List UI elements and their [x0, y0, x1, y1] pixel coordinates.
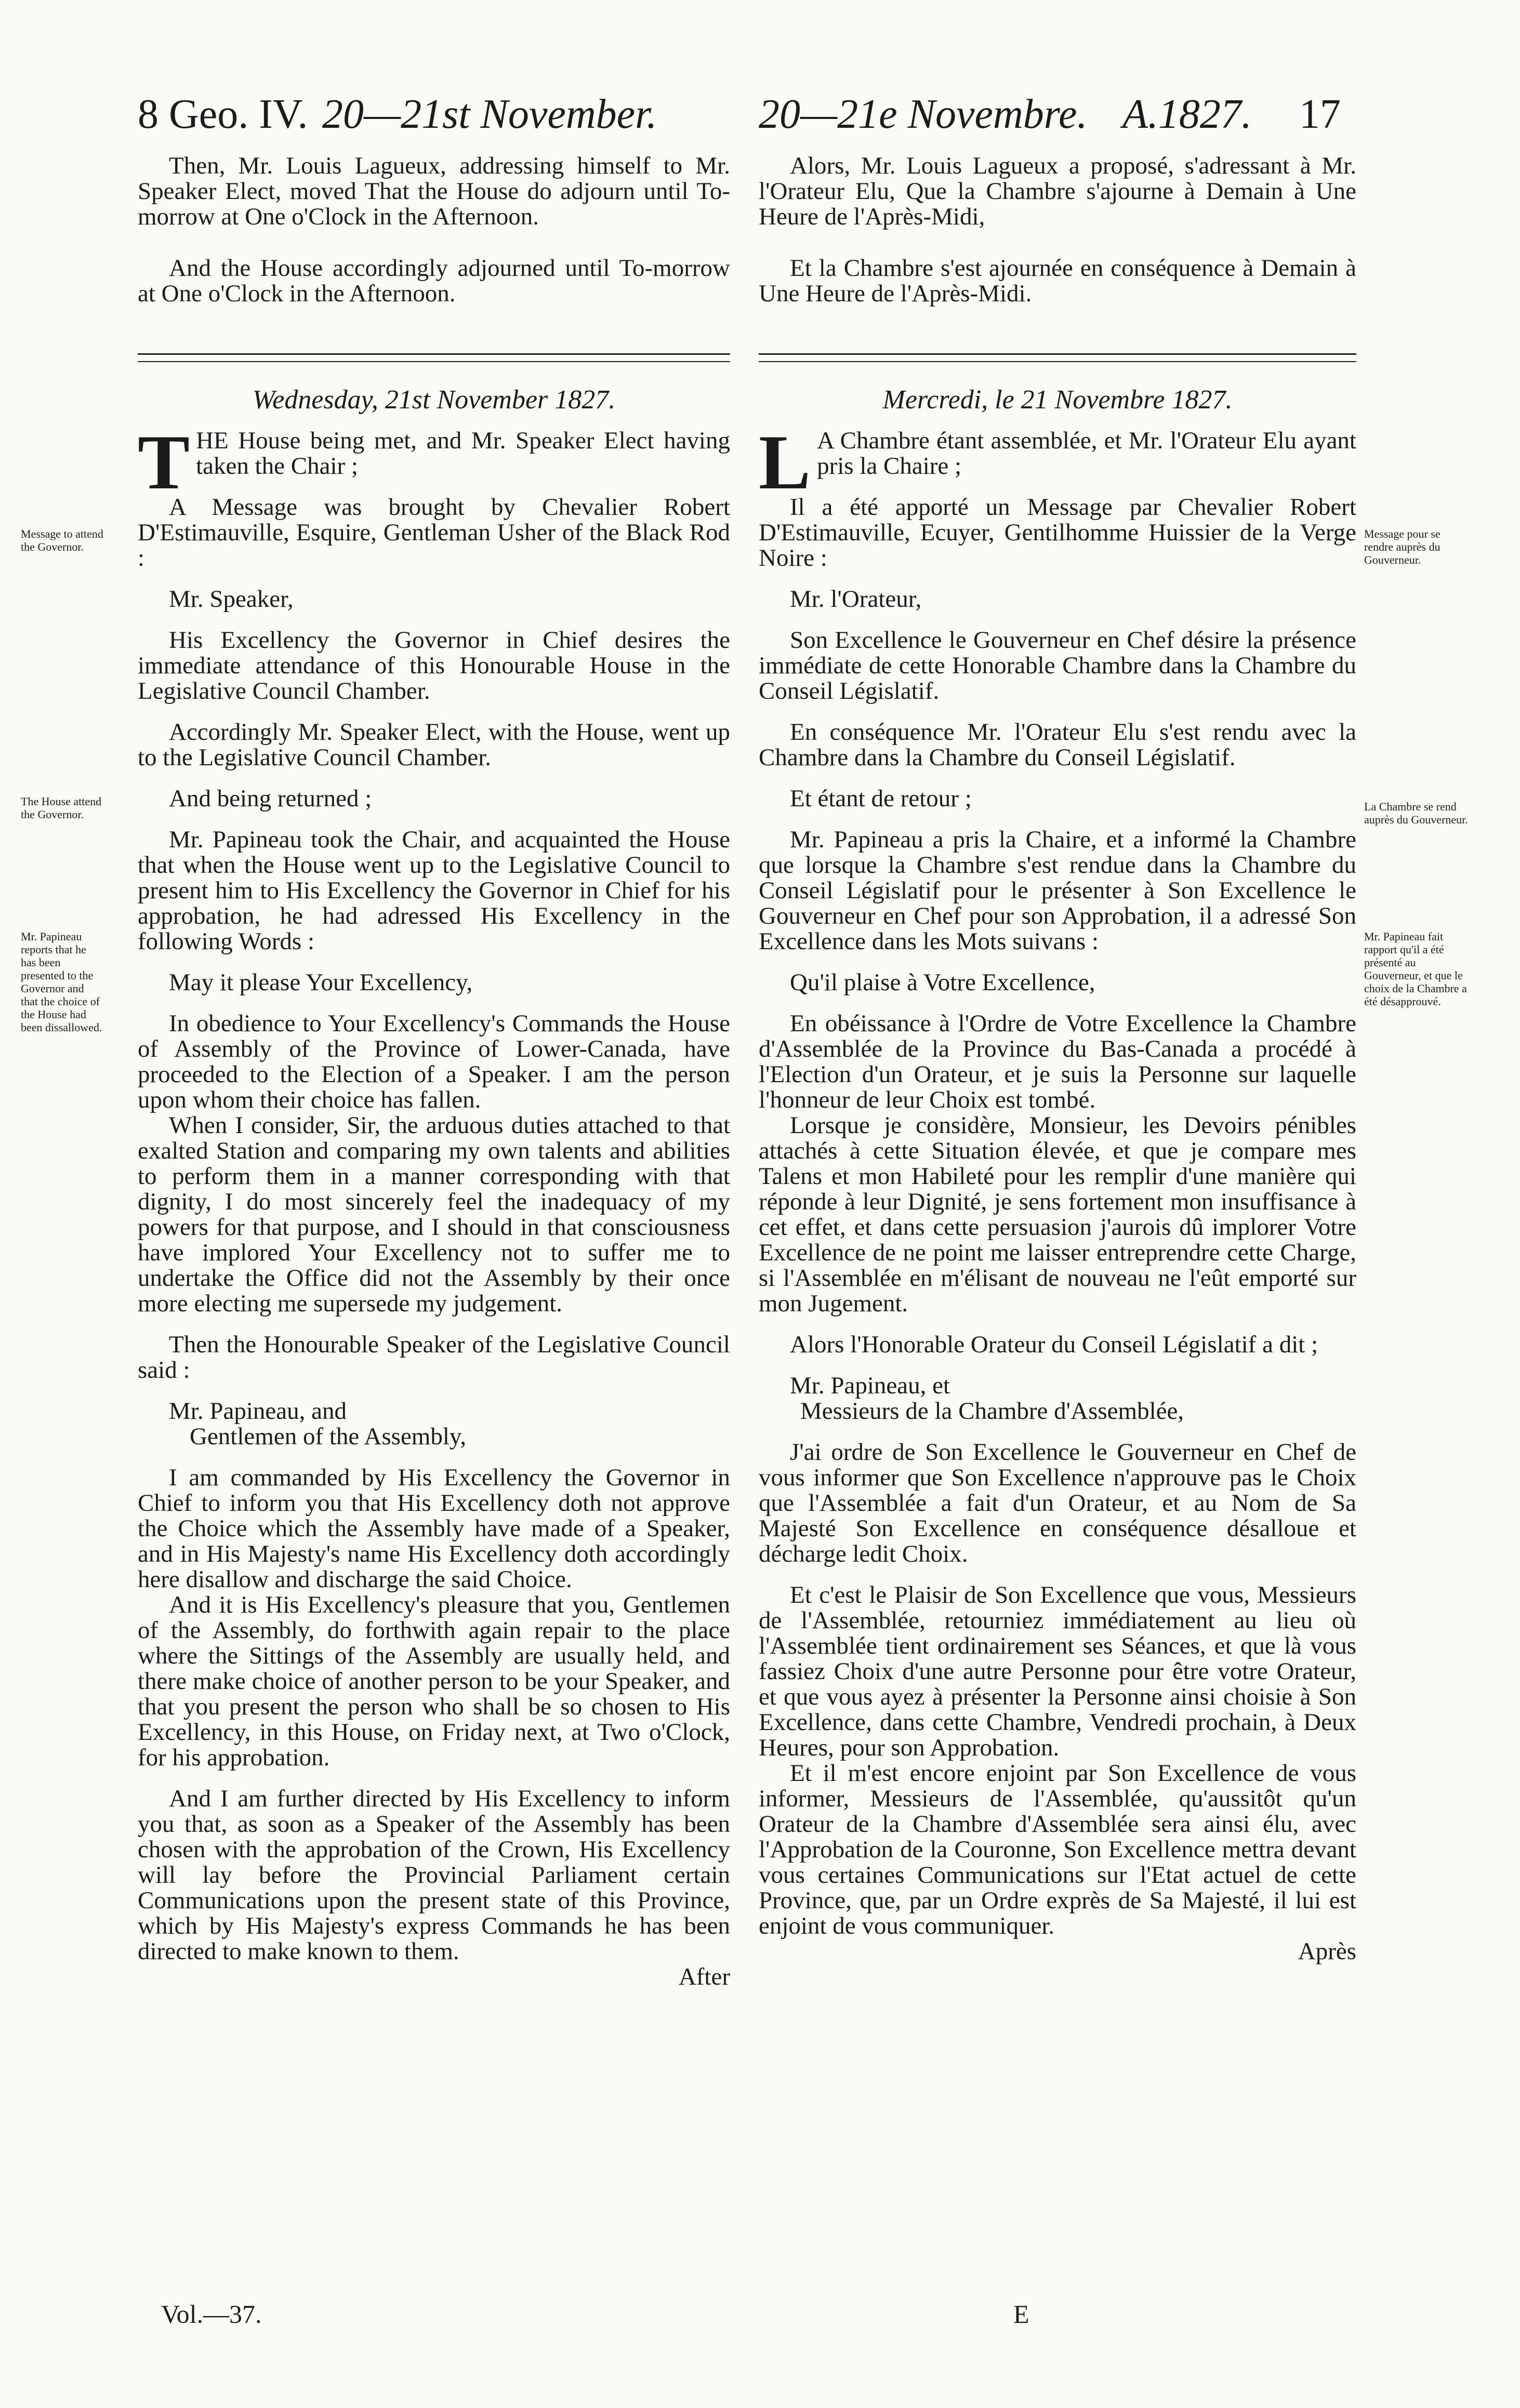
address1-fr: Mr. Papineau, et [790, 1372, 950, 1399]
margin-note-message-en: Message to attend the Governor. [21, 527, 103, 553]
address1-en: Mr. Papineau, and [169, 1398, 347, 1425]
opening-fr: L A Chambre étant assemblée, et Mr. l'Orateur Elu ayant pris la Chaire ; [759, 419, 1356, 505]
accordingly-fr: En conséquence Mr. l'Orateur Elu s'est rendu avec la Chambre dans la Chambre du Conseil Législatif. [759, 719, 1356, 771]
intro-fr-p1: Alors, Mr. Louis Lagueux a proposé, s'adressant à Mr. l'Orateur Elu, Que la Chambre s'ajourne à Demain à Une Heure de l'Après-Midi, [759, 152, 1356, 230]
dropcap-fr: L [759, 419, 811, 505]
returned-en: And being returned ; [169, 785, 372, 812]
then-speaker-en: Then the Honourable Speaker of the Legislative Council said : [138, 1331, 730, 1383]
margin-note-papineau-en: Mr. Papineau reports that he has been presented to the Governor and that the choice of the House had been dissallowed. [21, 930, 102, 1034]
may-it-please-fr: Qu'il plaise à Votre Excellence, [790, 969, 1095, 996]
dropcap-en: T [138, 419, 190, 505]
then-speaker-fr: Alors l'Honorable Orateur du Conseil Législatif a dit ; [790, 1331, 1318, 1358]
address2-en: Gentlemen of the Assembly, [190, 1423, 467, 1450]
signature-mark: E [1013, 2299, 1029, 2329]
excellency-fr: Son Excellence le Gouverneur en Chef désire la présence immédiate de cette Honorable Chambre dans la Chambre du Conseil Législatif. [759, 627, 1356, 704]
papineau-en: Mr. Papineau took the Chair, and acquainted the House that when the House went up to the Legislative Council to present him to His Excellency the Governor in Chief for his approbation, he had adressed His Excellency in the following Words : [138, 826, 730, 955]
running-head-year: A.1827. [1122, 91, 1252, 137]
running-head-reign: 8 Geo. IV. [138, 91, 308, 137]
papineau-fr: Mr. Papineau a pris la Chaire, et a informé la Chambre que lorsque la Chambre s'est rendue dans la Chambre du Conseil Législatif pour le présenter à Son Excellence le Gouverneur en Chef pour son Approbation, il a adressé Son Excellence dans les Mots suivans : [759, 826, 1356, 955]
when-i-en: When I consider, Sir, the arduous duties attached to that exalted Station and comparing my own talents and abilities to perform them in a manner corresponding with that dignity, I do most sincerely feel the inadequacy of my powers for that purpose, and I should in that consciousness have implored Your Excellency not to suffer me to undertake the Office did not the Assembly by their once more electing me supersede my judgement. [138, 1112, 730, 1317]
when-i-fr: Lorsque je considère, Monsieur, les Devoirs pénibles attachés à cette Situation élevée, et que je compare mes Talens et mon Habileté pour les remplir d'une manière qui réponde à leur Dignité, je sens fortement mon insuffisance à cet effet, et dans cette persuasion j'aurois dû implorer Votre Excellence de ne point me laisser entreprendre cette Charge, si l'Assemblée en m'élisant de nouveau ne l'eût emporté sur mon Jugement. [759, 1112, 1356, 1317]
date-fr: Mercredi, le 21 Novembre 1827. [882, 385, 1233, 415]
date-en: Wednesday, 21st November 1827. [252, 385, 616, 415]
commanded-fr: J'ai ordre de Son Excellence le Gouverneur en Chef de vous informer que Son Excellence n'approuve pas le Choix que l'Assemblée a fait d'un Orateur, et au Nom de Sa Majesté Son Excellence en conséquence désalloue et décharge ledit Choix. [759, 1439, 1356, 1567]
intro-fr-p2: Et la Chambre s'est ajournée en conséquence à Demain à Une Heure de l'Après-Midi. [759, 255, 1356, 307]
margin-note-papineau-fr: Mr. Papineau fait rapport qu'il a été présenté au Gouverneur, et que le choix de la Chambre a été désapprouvé. [1364, 930, 1467, 1008]
french-column [759, 387, 1356, 1964]
catchword-en: After [678, 1963, 730, 1990]
salutation-en: Mr. Speaker, [169, 586, 294, 613]
margin-note-house-fr: La Chambre se rend auprès du Gouverneur. [1364, 800, 1468, 826]
section-rule-fr [759, 353, 1356, 362]
commanded-en: I am commanded by His Excellency the Governor in Chief to inform you that His Excellency doth not approve the Choice which the Assembly have made of a Speaker, and in His Majesty's name His Excellency doth accordingly here disallow and discharge the said Choice. [138, 1464, 730, 1593]
pleasure-en: And it is His Excellency's pleasure that you, Gentlemen of the Assembly, do forthwith again repair to the place where the Sittings of the Assembly are usually held, and there make choice of another person to be your Speaker, and that you present the person who shall be so chosen to His Excellency, in this House, on Friday next, at Two o'Clock, for his approbation. [138, 1591, 730, 1771]
further-en: And I am further directed by His Excellency to inform you that, as soon as a Speaker of the Assembly has been chosen with the approbation of the Crown, His Excellency will lay before the Provincial Parliament certain Communications upon the present state of this Province, which by His Majesty's express Commands he has been directed to make known to them. [138, 1785, 730, 1965]
intro-fr [759, 153, 1356, 307]
running-head-dates-fr: 20—21e Novembre. [759, 91, 1088, 137]
margin-note-house-en: The House attend the Governor. [21, 795, 102, 821]
opening-en: THE House being met, and Mr. Speaker Elect having taken the Chair ; [138, 419, 730, 505]
accordingly-en: Accordingly Mr. Speaker Elect, with the House, went up to the Legislative Council Chamber. [138, 719, 730, 771]
pleasure-fr: Et c'est le Plaisir de Son Excellence que vous, Messieurs de l'Assemblée, retourniez immédiatement au lieu où l'Assemblée tient ordinairement ses Séances, et que là vous fassiez Choix d'une autre Personne pour être votre Orateur, et que vous ayez à présenter la Personne ainsi choisie à Son Excellence, dans cette Chambre, Vendredi prochain, à Deux Heures, pour son Approbation. [759, 1581, 1356, 1761]
margin-note-message-fr: Message pour se rendre auprès du Gouverneur. [1364, 527, 1440, 566]
catchword-fr: Après [1298, 1938, 1356, 1965]
volume-mark: Vol.—37. [161, 2299, 262, 2329]
intro-en-p1: Then, Mr. Louis Lagueux, addressing himself to Mr. Speaker Elect, moved That the House do adjourn until To-morrow at One o'Clock in the Afternoon. [138, 152, 730, 230]
english-column [138, 387, 730, 1990]
excellency-en: His Excellency the Governor in Chief desires the immediate attendance of this Honourable House in the Legislative Council Chamber. [138, 627, 730, 704]
obedience-fr: En obéissance à l'Ordre de Votre Excellence la Chambre d'Assemblée de la Province du Bas-Canada a procédé à l'Election d'un Orateur, et je suis la Personne sur laquelle l'honneur de leur Choix est tombé. [759, 1010, 1356, 1113]
message-fr: Il a été apporté un Message par Chevalier Robert D'Estimauville, Ecuyer, Gentilhomme Huissier de la Verge Noire : [759, 494, 1356, 571]
obedience-en: In obedience to Your Excellency's Commands the House of Assembly of the Province of Lower-Canada, have proceeded to the Election of a Speaker. I am the person upon whom their choice has fallen. [138, 1010, 730, 1113]
intro-en-p2: And the House accordingly adjourned until To-morrow at One o'Clock in the Afternoon. [138, 255, 730, 307]
page-number: 17 [1299, 91, 1341, 137]
further-fr: Et il m'est encore enjoint par Son Excellence de vous informer, Messieurs de l'Assemblée, qu'aussitôt qu'un Orateur de la Chambre d'Assemblée sera ainsi élu, avec l'Approbation de la Couronne, Son Excellence mettra devant vous certaines Communications sur l'Etat actuel de cette Province, que, par un Ordre exprès de Sa Majesté, il lui est enjoint de vous communiquer. [759, 1760, 1356, 1939]
intro-en [138, 153, 730, 307]
returned-fr: Et étant de retour ; [790, 785, 972, 812]
may-it-please-en: May it please Your Excellency, [169, 969, 473, 996]
running-head-dates-en: 20—21st November. [322, 91, 657, 137]
section-rule-en [138, 353, 730, 362]
address2-fr: Messieurs de la Chambre d'Assemblée, [800, 1398, 1184, 1425]
message-en: A Message was brought by Chevalier Robert D'Estimauville, Esquire, Gentleman Usher of the Black Rod : [138, 494, 730, 571]
salutation-fr: Mr. l'Orateur, [790, 586, 922, 613]
